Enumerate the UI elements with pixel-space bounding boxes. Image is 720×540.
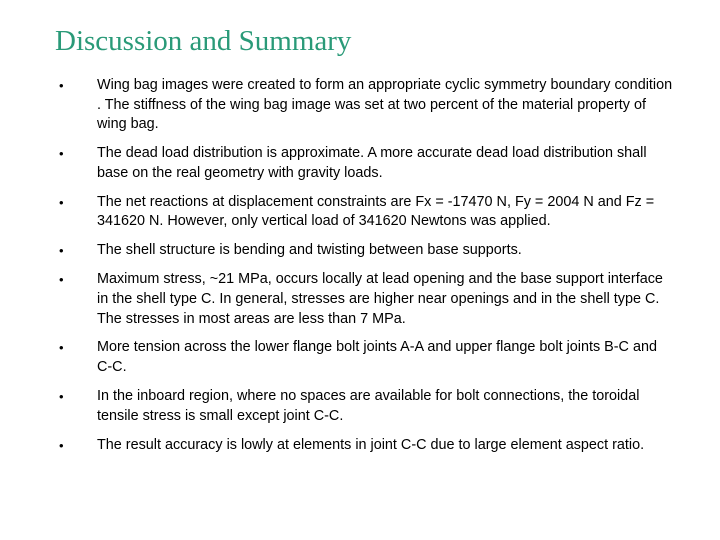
- bullet-item: [55, 193, 675, 232]
- bullet-icon: •: [59, 437, 64, 453]
- bullet-item: [55, 338, 675, 377]
- bullet-item: [55, 144, 675, 183]
- bullet-item: [55, 241, 675, 261]
- bullet-text: Maximum stress, ~21 MPa, occurs locally at lead opening and the base support interface in the shell type C. In general, stresses are higher near openings and in the shell type C. The stresses in most areas are less than 7 MPa.: [97, 271, 663, 327]
- slide-title: Discussion and Summary: [55, 25, 352, 57]
- bullet-text: The result accuracy is lowly at elements in joint C-C due to large element aspect ratio.: [97, 436, 645, 453]
- bullet-icon: •: [59, 272, 64, 288]
- bullet-text: In the inboard region, where no spaces are available for bolt connections, the toroidal tensile stress is small except joint C-C.: [97, 388, 640, 424]
- bullet-item: [55, 270, 675, 329]
- bullet-text: The shell structure is bending and twisting between base supports.: [97, 242, 522, 259]
- bullet-text: The net reactions at displacement constraints are Fx = -17470 N, Fy = 2004 N and Fz = 341620 N. However, only vertical load of 341620 Newtons was applied.: [97, 193, 655, 230]
- bullet-item: [55, 387, 675, 426]
- bullet-icon: •: [59, 78, 64, 93]
- bullet-icon: •: [59, 194, 64, 210]
- bullet-item: [55, 76, 675, 135]
- bullet-text: Wing bag images were created to form an appropriate cyclic symmetry boundary condition . The stiffness of the wing bag image was set at two percent of the material property of wing bag.: [97, 77, 673, 133]
- bullet-text: The dead load distribution is approximate. A more accurate dead load distribution shall base on the real geometry with gravity loads.: [97, 145, 647, 181]
- bullet-list: [55, 76, 675, 465]
- bullet-item: [55, 436, 675, 456]
- bullet-icon: •: [59, 340, 64, 356]
- bullet-icon: •: [59, 243, 64, 259]
- bullet-text: More tension across the lower flange bolt joints A-A and upper flange bolt joints B-C and C-C.: [97, 339, 657, 376]
- bullet-icon: •: [59, 389, 64, 405]
- bullet-icon: •: [59, 146, 64, 162]
